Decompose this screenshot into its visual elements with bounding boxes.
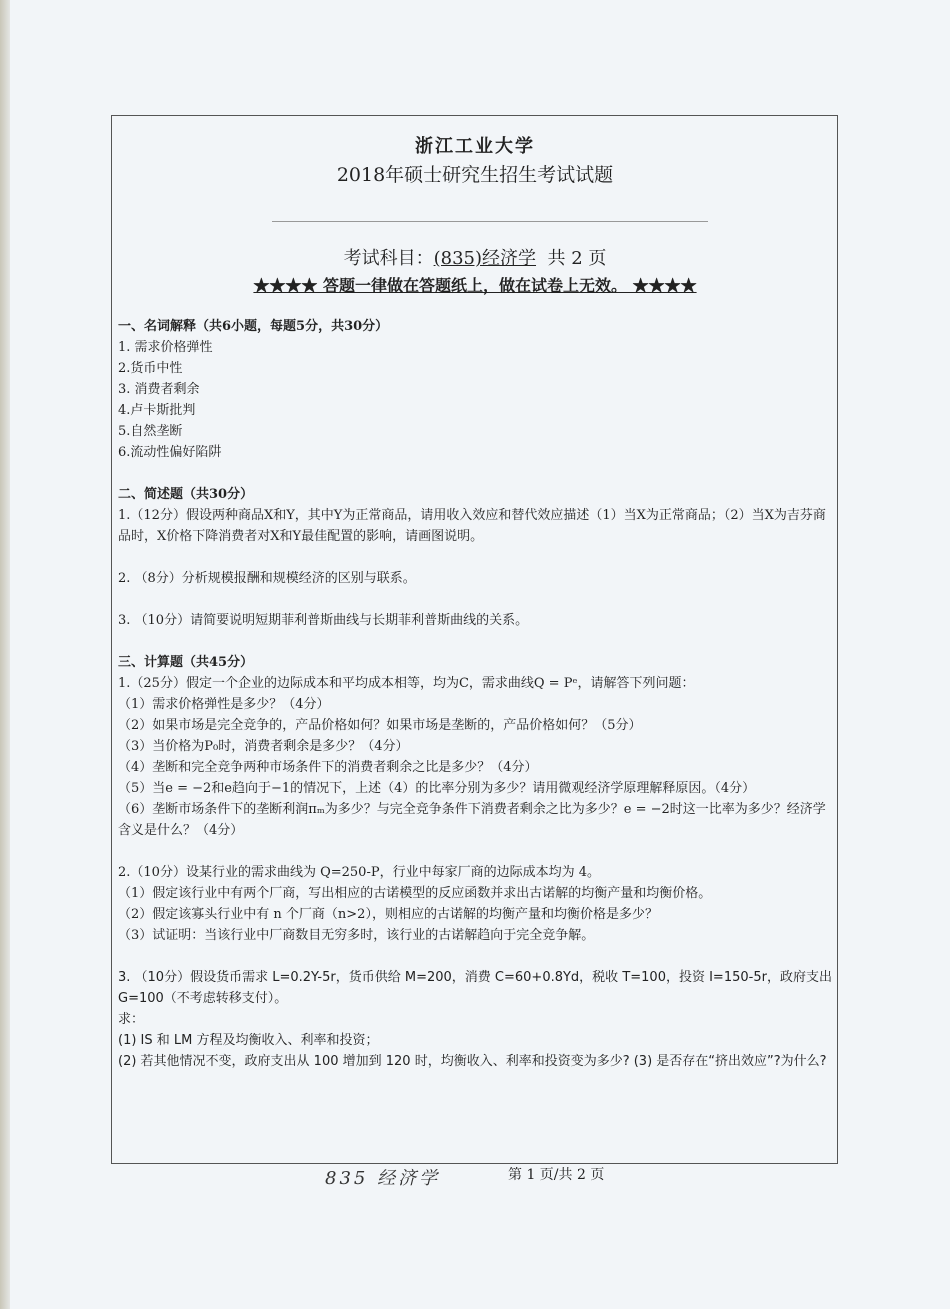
list-item: 1. 需求价格弹性 xyxy=(118,340,213,355)
list-item: 5.自然垄断 xyxy=(118,424,183,439)
exam-content xyxy=(118,316,832,1072)
question-text: 2.（10分）设某行业的需求曲线为 Q=250-P，行业中每家厂商的边际成本均为 4。 xyxy=(118,865,600,880)
question-text: （2）假定该寡头行业中有 n 个厂商（n>2），则相应的古诺解的均衡产量和均衡价格是多少？ xyxy=(118,907,658,922)
paper-edge xyxy=(0,0,10,1309)
divider xyxy=(272,221,708,222)
list-item: 4.卢卡斯批判 xyxy=(118,403,196,418)
list-item: 3. 消费者剩余 xyxy=(118,382,200,397)
question-text: 求： xyxy=(118,1012,145,1027)
question-text: （6）垄断市场条件下的垄断利润πₘ为多少？与完全竞争条件下消费者剩余之比为多少？e = −2时这一比率为多少？经济学含义是什么？（4分） xyxy=(118,802,826,838)
question-text: 1.（25分）假定一个企业的边际成本和平均成本相等，均为C，需求曲线Q = Pᵉ，请解答下列问题： xyxy=(118,676,695,691)
question-text: （2）如果市场是完全竞争的，产品价格如何？如果市场是垄断的，产品价格如何？（5分） xyxy=(118,718,642,733)
section1-heading: 一、名词解释（共6小题，每题5分，共30分） xyxy=(118,319,389,334)
question-text: 3. （10分）假设货币需求 L=0.2Y-5r，货币供给 M=200，消费 C=60+0.8Yd，税收 T=100，投资 I=150-5r，政府支出 G=100（不考虑转移支付）。 xyxy=(118,970,832,1006)
question-text: （1）需求价格弹性是多少？（4分） xyxy=(118,697,330,712)
subject-pages: 共 2 页 xyxy=(547,248,607,269)
subject-prefix: 考试科目： xyxy=(343,248,434,269)
exam-title: 2018年硕士研究生招生考试试题 xyxy=(336,164,614,186)
question-text: (2) 若其他情况不变，政府支出从 100 增加到 120 时，均衡收入、利率和投资变为多少? (3) 是否存在“挤出效应”?为什么? xyxy=(118,1054,827,1069)
subject-code: (835)经济学 xyxy=(433,248,537,269)
question-text: （3）试证明：当该行业中厂商数目无穷多时，该行业的古诺解趋向于完全竞争解。 xyxy=(118,928,595,943)
question-text: （4）垄断和完全竞争两种市场条件下的消费者剩余之比是多少？（4分） xyxy=(118,760,538,775)
university-name: 浙江工业大学 xyxy=(415,136,535,157)
question-text: （3）当价格为P₀时，消费者剩余是多少？（4分） xyxy=(118,739,409,754)
section2-heading: 二、简述题（共30分） xyxy=(118,487,254,502)
question-text: (1) IS 和 LM 方程及均衡收入、利率和投资； xyxy=(118,1033,379,1048)
question-text: 2. （8分）分析规模报酬和规模经济的区别与联系。 xyxy=(118,571,416,586)
list-item: 2.货币中性 xyxy=(118,361,183,376)
handwritten-note: 835 经济学 xyxy=(325,1168,441,1189)
question-text: （5）当e = −2和e趋向于−1的情况下，上述（4）的比率分别为多少？请用微观经济学原理解释原因。（4分） xyxy=(118,781,756,796)
section3-heading: 三、计算题（共45分） xyxy=(118,655,254,670)
question-text: 1.（12分）假设两种商品X和Y，其中Y为正常商品，请用收入效应和替代效应描述（1）当X为正常商品；（2）当X为吉芬商品时，X价格下降消费者对X和Y最佳配置的影响，请画图说明。 xyxy=(118,508,826,544)
exam-notice: ★★★★ 答题一律做在答题纸上，做在试卷上无效。 ★★★★ xyxy=(253,276,697,295)
list-item: 6.流动性偏好陷阱 xyxy=(118,445,222,460)
question-text: （1）假定该行业中有两个厂商，写出相应的古诺模型的反应函数并求出古诺解的均衡产量和均衡价格。 xyxy=(118,886,712,901)
subject-line xyxy=(0,244,950,270)
page-number: 第 1 页/共 2 页 xyxy=(508,1167,605,1183)
question-text: 3. （10分）请简要说明短期菲利普斯曲线与长期菲利普斯曲线的关系。 xyxy=(118,613,529,628)
